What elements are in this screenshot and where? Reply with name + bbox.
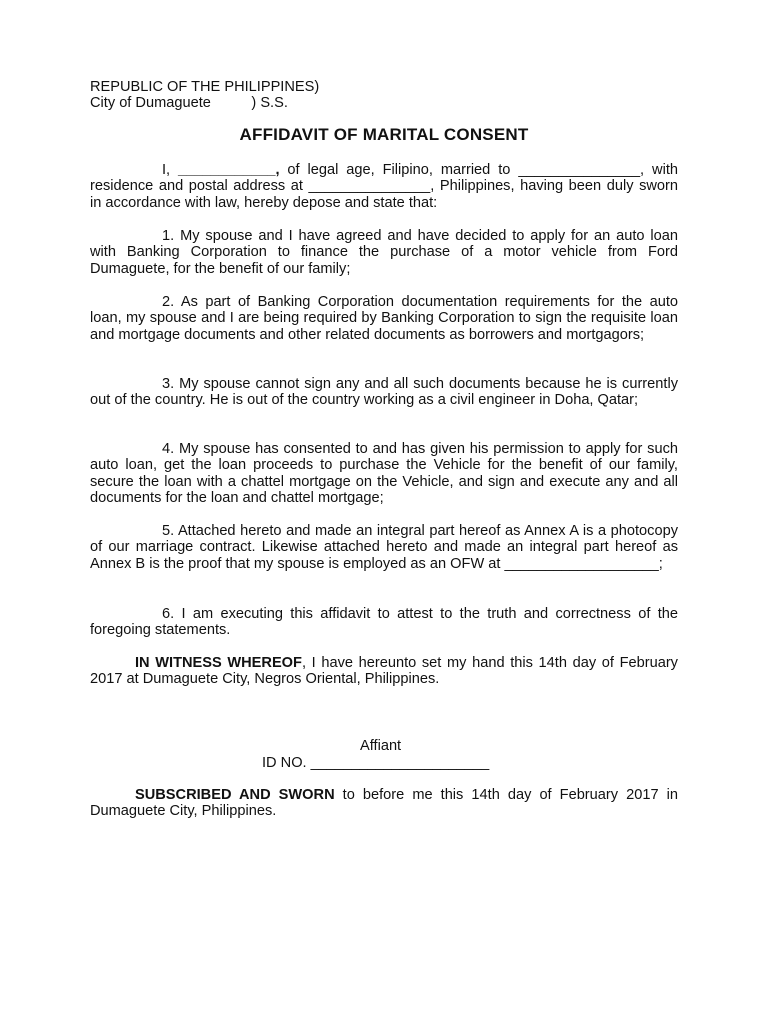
intro-paragraph — [90, 162, 678, 211]
witness-text: , I have hereunto set my hand this 14th day of February 2017 at Dumaguete City, Negros Oriental, Philippines. — [90, 655, 678, 688]
document-title: AFFIDAVIT OF MARITAL CONSENT — [239, 125, 529, 144]
paragraph-6: 6. I am executing this affidavit to attest to the truth and correctness of the foregoing statements. — [90, 606, 678, 639]
intro-text: of legal age, Filipino, married to _______________, with residence and postal address at _______________, Philippines, having been duly sworn in accordance with law, hereby depose and state that: — [90, 162, 678, 211]
affiant-label: Affiant — [360, 738, 402, 754]
id-number-line: ID NO. ______________________ — [262, 755, 490, 771]
jurat-clause — [90, 787, 678, 820]
paragraph-3: 3. My spouse cannot sign any and all such documents because he is currently out of the country. He is out of the country working as a civil engineer in Doha, Qatar; — [90, 376, 678, 409]
paragraph-2: 2. As part of Banking Corporation documentation requirements for the auto loan, my spouse and I are being required by Banking Corporation to sign the requisite loan and mortgage documents and other related documents as borrowers and mortgagors; — [90, 294, 678, 343]
paragraph-4: 4. My spouse has consented to and has given his permission to apply for such auto loan, get the loan proceeds to purchase the Vehicle for the benefit of our family, secure the loan with a chattel mortgage on the Vehicle, and sign and execute any and all documents for the loan and chattel mortgage; — [90, 441, 678, 507]
witness-heading: IN WITNESS WHEREOF — [135, 655, 302, 671]
paragraph-5: 5. Attached hereto and made an integral part hereof as Annex A is a photocopy of our marriage contract. Likewise attached hereto and made an integral part hereof as Annex B is the proof that my spouse is employed as an OFW at ___________________; — [90, 523, 678, 572]
paragraph-1: 1. My spouse and I have agreed and have decided to apply for an auto loan with Banking Corporation to finance the purchase of a motor vehicle from Ford Dumaguete, for the benefit of our family; — [90, 228, 678, 277]
jurat-text: to before me this 14th day of February 2017 in Dumaguete City, Philippines. — [90, 787, 678, 820]
caption-city: City of Dumaguete ) S.S. — [90, 95, 288, 112]
caption-republic: REPUBLIC OF THE PHILIPPINES) — [90, 79, 320, 95]
jurat-heading: SUBSCRIBED AND SWORN — [135, 787, 335, 803]
intro-prefix: I, — [162, 162, 179, 178]
witness-clause — [90, 655, 678, 688]
affiant-name-blank: ____________, — [178, 162, 280, 178]
venue-caption — [90, 79, 490, 112]
